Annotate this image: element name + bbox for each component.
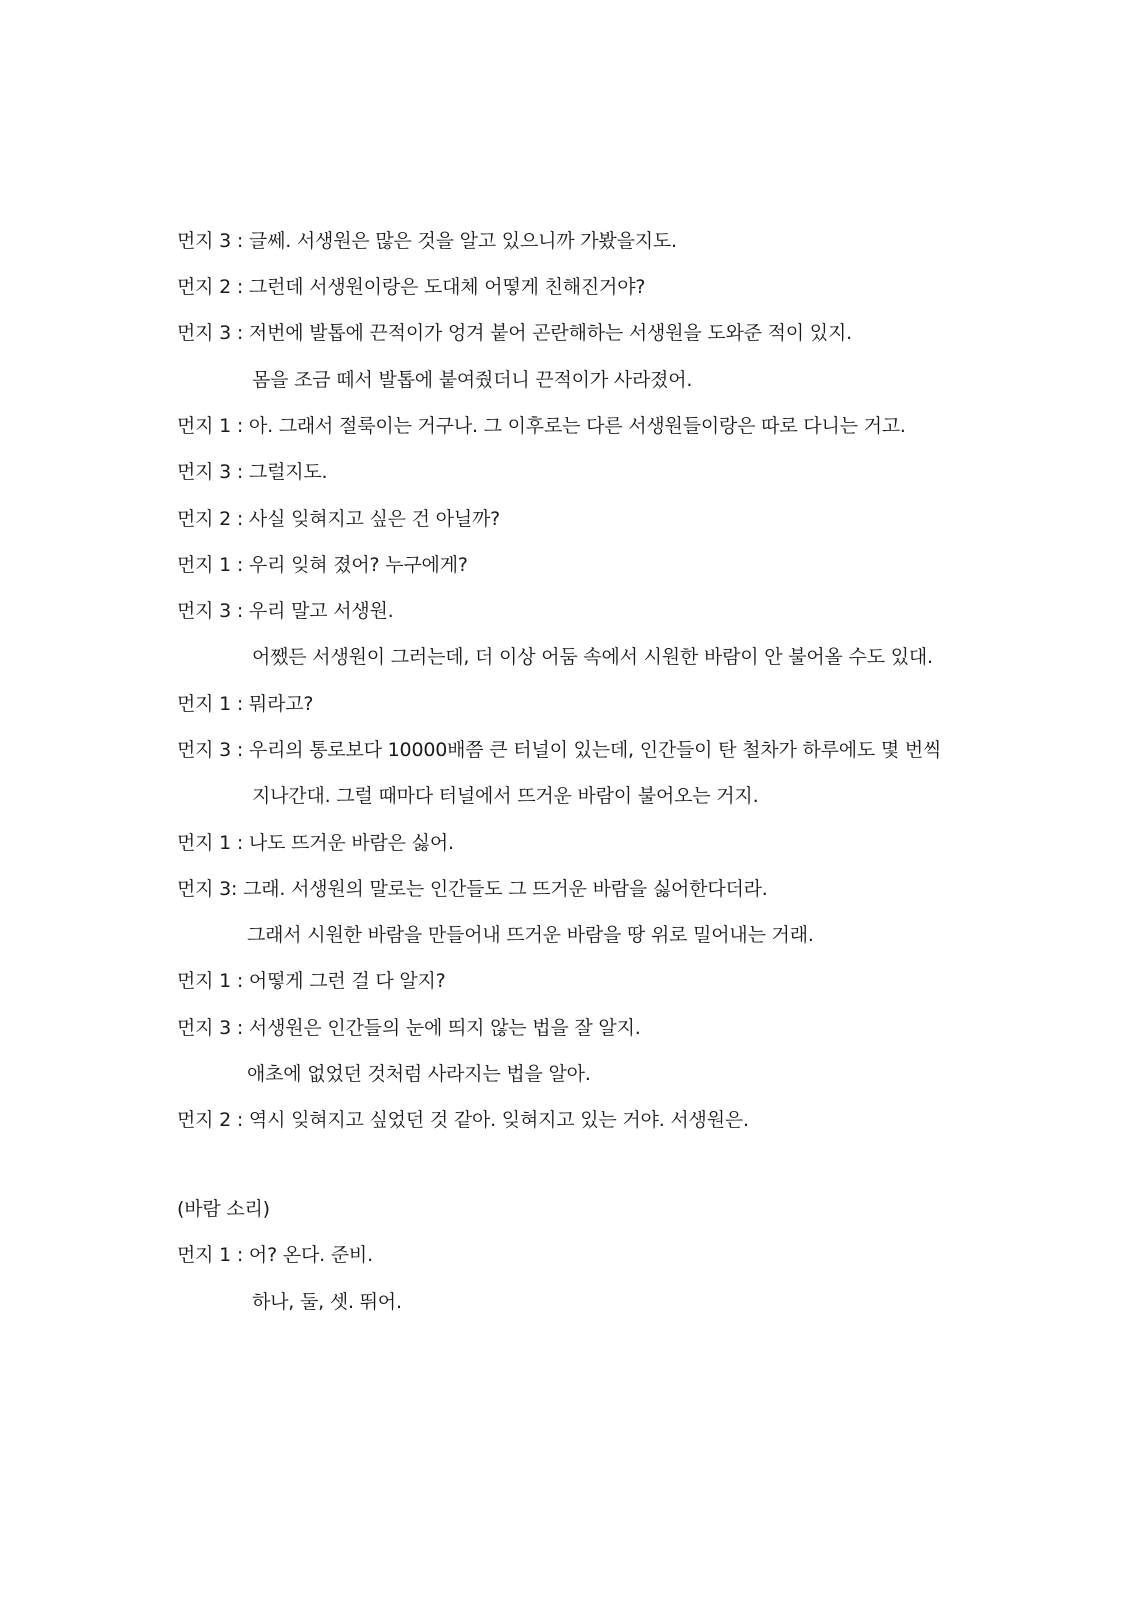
dialogue-line: 먼지 3 : 그럴지도. xyxy=(177,461,328,483)
dialogue-line: 먼지 1 : 어떻게 그런 걸 다 알지? xyxy=(177,970,446,992)
stage-direction: (바람 소리) xyxy=(177,1198,270,1220)
dialogue-line: 먼지 3 : 글쎄. 서생원은 많은 것을 알고 있으니까 가봤을지도. xyxy=(177,230,677,252)
dialogue-line: 먼지 3 : 우리의 통로보다 10000배쯤 큰 터널이 있는데, 인간들이 탄 철차가 하루에도 몇 번씩 xyxy=(177,739,942,761)
dialogue-line: 먼지 2 : 사실 잊혀지고 싶은 건 아닐까? xyxy=(177,508,501,530)
dialogue-line: 먼지 3 : 저번에 발톱에 끈적이가 엉겨 붙어 곤란해하는 서생원을 도와준 적이 있지. xyxy=(177,322,852,344)
dialogue-line: 먼지 1 : 우리 잊혀 졌어? 누구에게? xyxy=(177,554,468,576)
dialogue-line: 먼지 3 : 서생원은 인간들의 눈에 띄지 않는 법을 잘 알지. xyxy=(177,1017,641,1039)
dialogue-continuation: 애초에 없었던 것처럼 사라지는 법을 알아. xyxy=(247,1063,591,1085)
dialogue-continuation: 지나간대. 그럴 때마다 터널에서 뜨거운 바람이 불어오는 거지. xyxy=(252,785,759,807)
dialogue-line: 먼지 1 : 어? 온다. 준비. xyxy=(177,1244,373,1266)
dialogue-line: 먼지 2 : 그런데 서생원이랑은 도대체 어떻게 친해진거야? xyxy=(177,276,646,298)
dialogue-continuation: 어쨌든 서생원이 그러는데, 더 이상 어둠 속에서 시원한 바람이 안 불어올 수도 있대. xyxy=(252,646,933,668)
dialogue-line: 먼지 2 : 역시 잊혀지고 싶었던 것 같아. 잊혀지고 있는 거야. 서생원은. xyxy=(177,1109,749,1131)
dialogue-continuation: 하나, 둘, 셋. 뛰어. xyxy=(252,1291,402,1313)
dialogue-line: 먼지 1 : 뭐라고? xyxy=(177,693,314,715)
dialogue-continuation: 그래서 시원한 바람을 만들어내 뜨거운 바람을 땅 위로 밀어내는 거래. xyxy=(247,924,814,946)
dialogue-continuation: 몸을 조금 떼서 발톱에 붙여줬더니 끈적이가 사라졌어. xyxy=(252,369,693,391)
dialogue-line: 먼지 3 : 우리 말고 서생원. xyxy=(177,600,394,622)
dialogue-line: 먼지 1 : 아. 그래서 절룩이는 거구나. 그 이후로는 다른 서생원들이랑은 따로 다니는 거고. xyxy=(177,415,906,437)
dialogue-line: 먼지 1 : 나도 뜨거운 바람은 싫어. xyxy=(177,832,454,854)
dialogue-line: 먼지 3: 그래. 서생원의 말로는 인간들도 그 뜨거운 바람을 싫어한다더라. xyxy=(177,878,768,900)
